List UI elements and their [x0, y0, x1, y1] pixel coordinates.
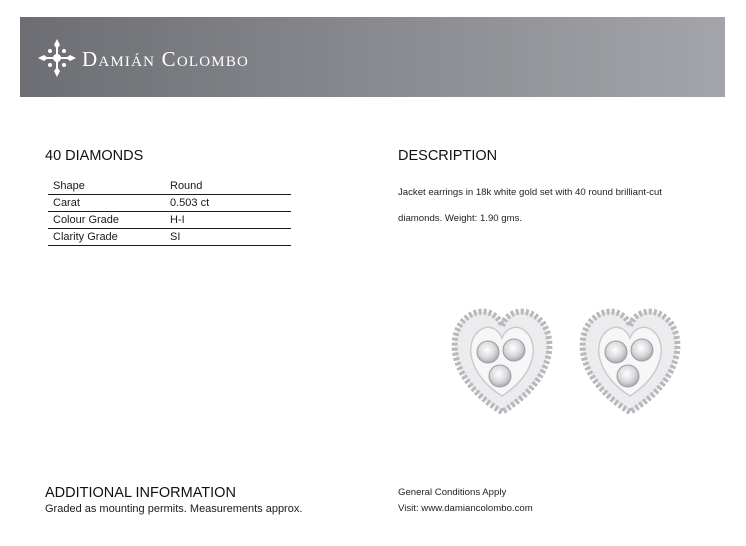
- brand-name: Damián Colombo: [82, 47, 250, 71]
- earring-left: [455, 312, 550, 412]
- spec-row: [48, 229, 291, 246]
- spec-key: Colour Grade: [48, 212, 165, 229]
- additional-info-text: Graded as mounting permits. Measurements approx.: [45, 503, 303, 515]
- diamond-specs-table: [48, 178, 291, 246]
- spec-value: 0.503 ct: [165, 195, 291, 212]
- additional-info-title: ADDITIONAL INFORMATION: [45, 485, 236, 501]
- description-text: Jacket earrings in 18k white gold set with 40 round brilliant-cut diamonds. Weight: 1.90 gms.: [398, 187, 662, 224]
- description-title: DESCRIPTION: [398, 148, 498, 164]
- spec-value: SI: [165, 229, 291, 246]
- header-banner: [20, 17, 725, 97]
- spec-row: [48, 195, 291, 212]
- diamonds-title: 40 DIAMONDS: [45, 148, 144, 164]
- earring-right: [583, 312, 678, 412]
- spec-value: Round: [165, 178, 291, 195]
- spec-key: Shape: [48, 178, 165, 195]
- earrings-image: [440, 300, 700, 420]
- spec-value: H-I: [165, 212, 291, 229]
- spec-key: Carat: [48, 195, 165, 212]
- general-conditions-text: General Conditions Apply: [398, 487, 507, 498]
- website-link[interactable]: Visit: www.damiancolombo.com: [398, 503, 533, 514]
- spec-key: Clarity Grade: [48, 229, 165, 246]
- cross-logo-icon: [36, 37, 78, 79]
- spec-row: [48, 178, 291, 195]
- spec-row: [48, 212, 291, 229]
